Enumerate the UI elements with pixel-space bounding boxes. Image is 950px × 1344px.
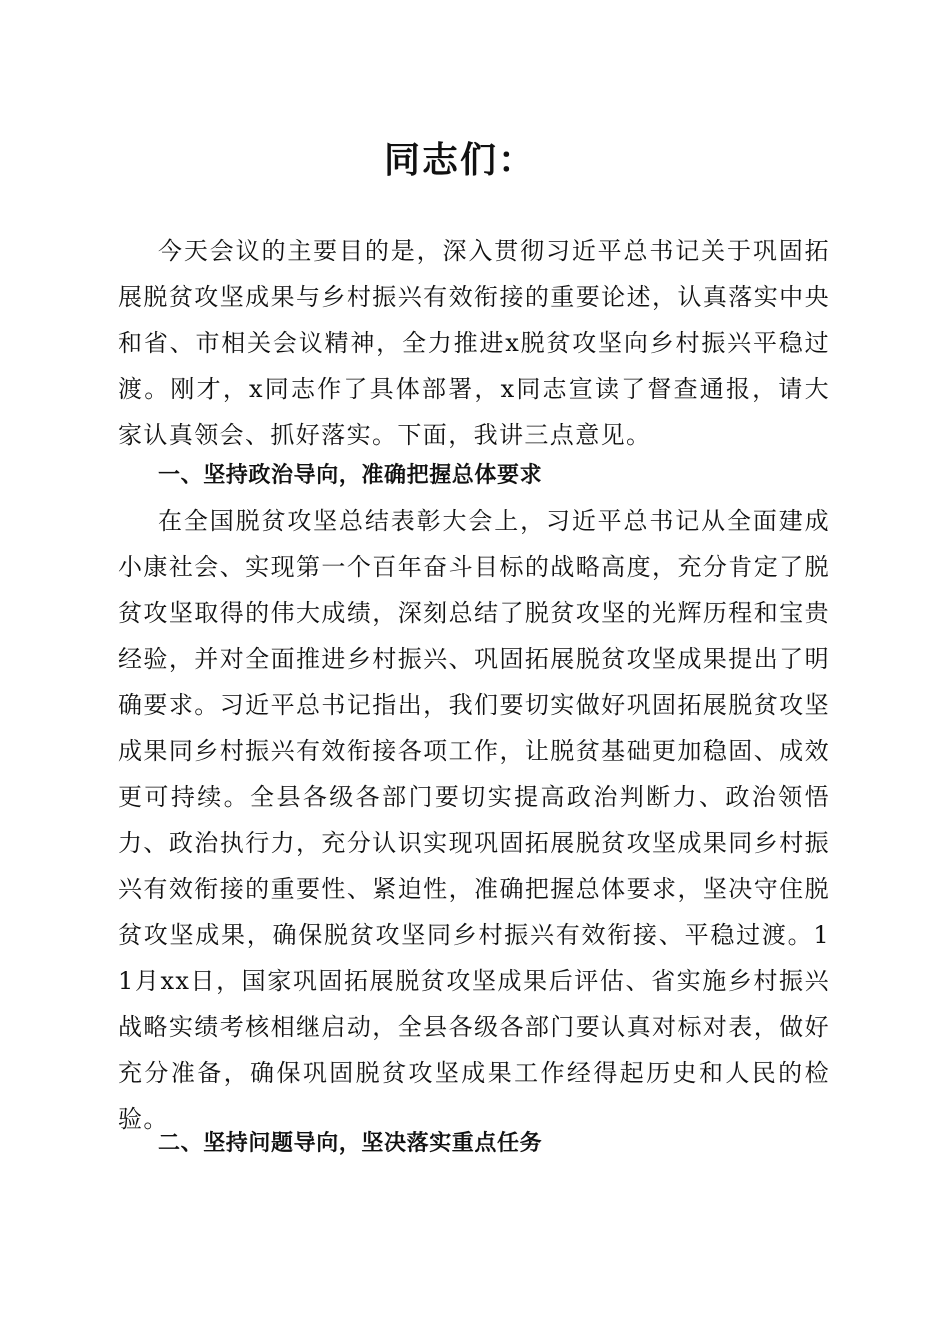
document-title: 同志们：	[383, 139, 536, 181]
section-1-heading: 一、坚持政治导向，准确把握总体要求	[158, 463, 543, 488]
intro-paragraph: 今天会议的主要目的是，深入贯彻习近平总书记关于巩固拓展脱贫攻坚成果与乡村振兴有效衔接的重要论述，认真落实中央和省、市相关会议精神，全力推进x脱贫攻坚向乡村振兴平稳过渡。刚才，x同志作了具体部署，x同志宣读了督查通报，请大家认真领会、抓好落实。下面，我讲三点意见。	[118, 237, 830, 449]
section-2-heading: 二、坚持问题导向，坚决落实重点任务	[158, 1131, 543, 1156]
section-1-paragraph: 在全国脱贫攻坚总结表彰大会上，习近平总书记从全面建成小康社会、实现第一个百年奋斗目标的战略高度，充分肯定了脱贫攻坚取得的伟大成绩，深刻总结了脱贫攻坚的光辉历程和宝贵经验，并对全面推进乡村振兴、巩固拓展脱贫攻坚成果提出了明确要求。习近平总书记指出，我们要切实做好巩固拓展脱贫攻坚成果同乡村振兴有效衔接各项工作，让脱贫基础更加稳固、成效更可持续。全县各级各部门要切实提高政治判断力、政治领悟力、政治执行力，充分认识实现巩固拓展脱贫攻坚成果同乡村振兴有效衔接的重要性、紧迫性，准确把握总体要求，坚决守住脱贫攻坚成果，确保脱贫攻坚同乡村振兴有效衔接、平稳过渡。11月xx日，国家巩固拓展脱贫攻坚成果后评估、省实施乡村振兴战略实绩考核相继启动，全县各级各部门要认真对标对表，做好充分准备，确保巩固脱贫攻坚成果工作经得起历史和人民的检验。	[118, 507, 830, 1133]
